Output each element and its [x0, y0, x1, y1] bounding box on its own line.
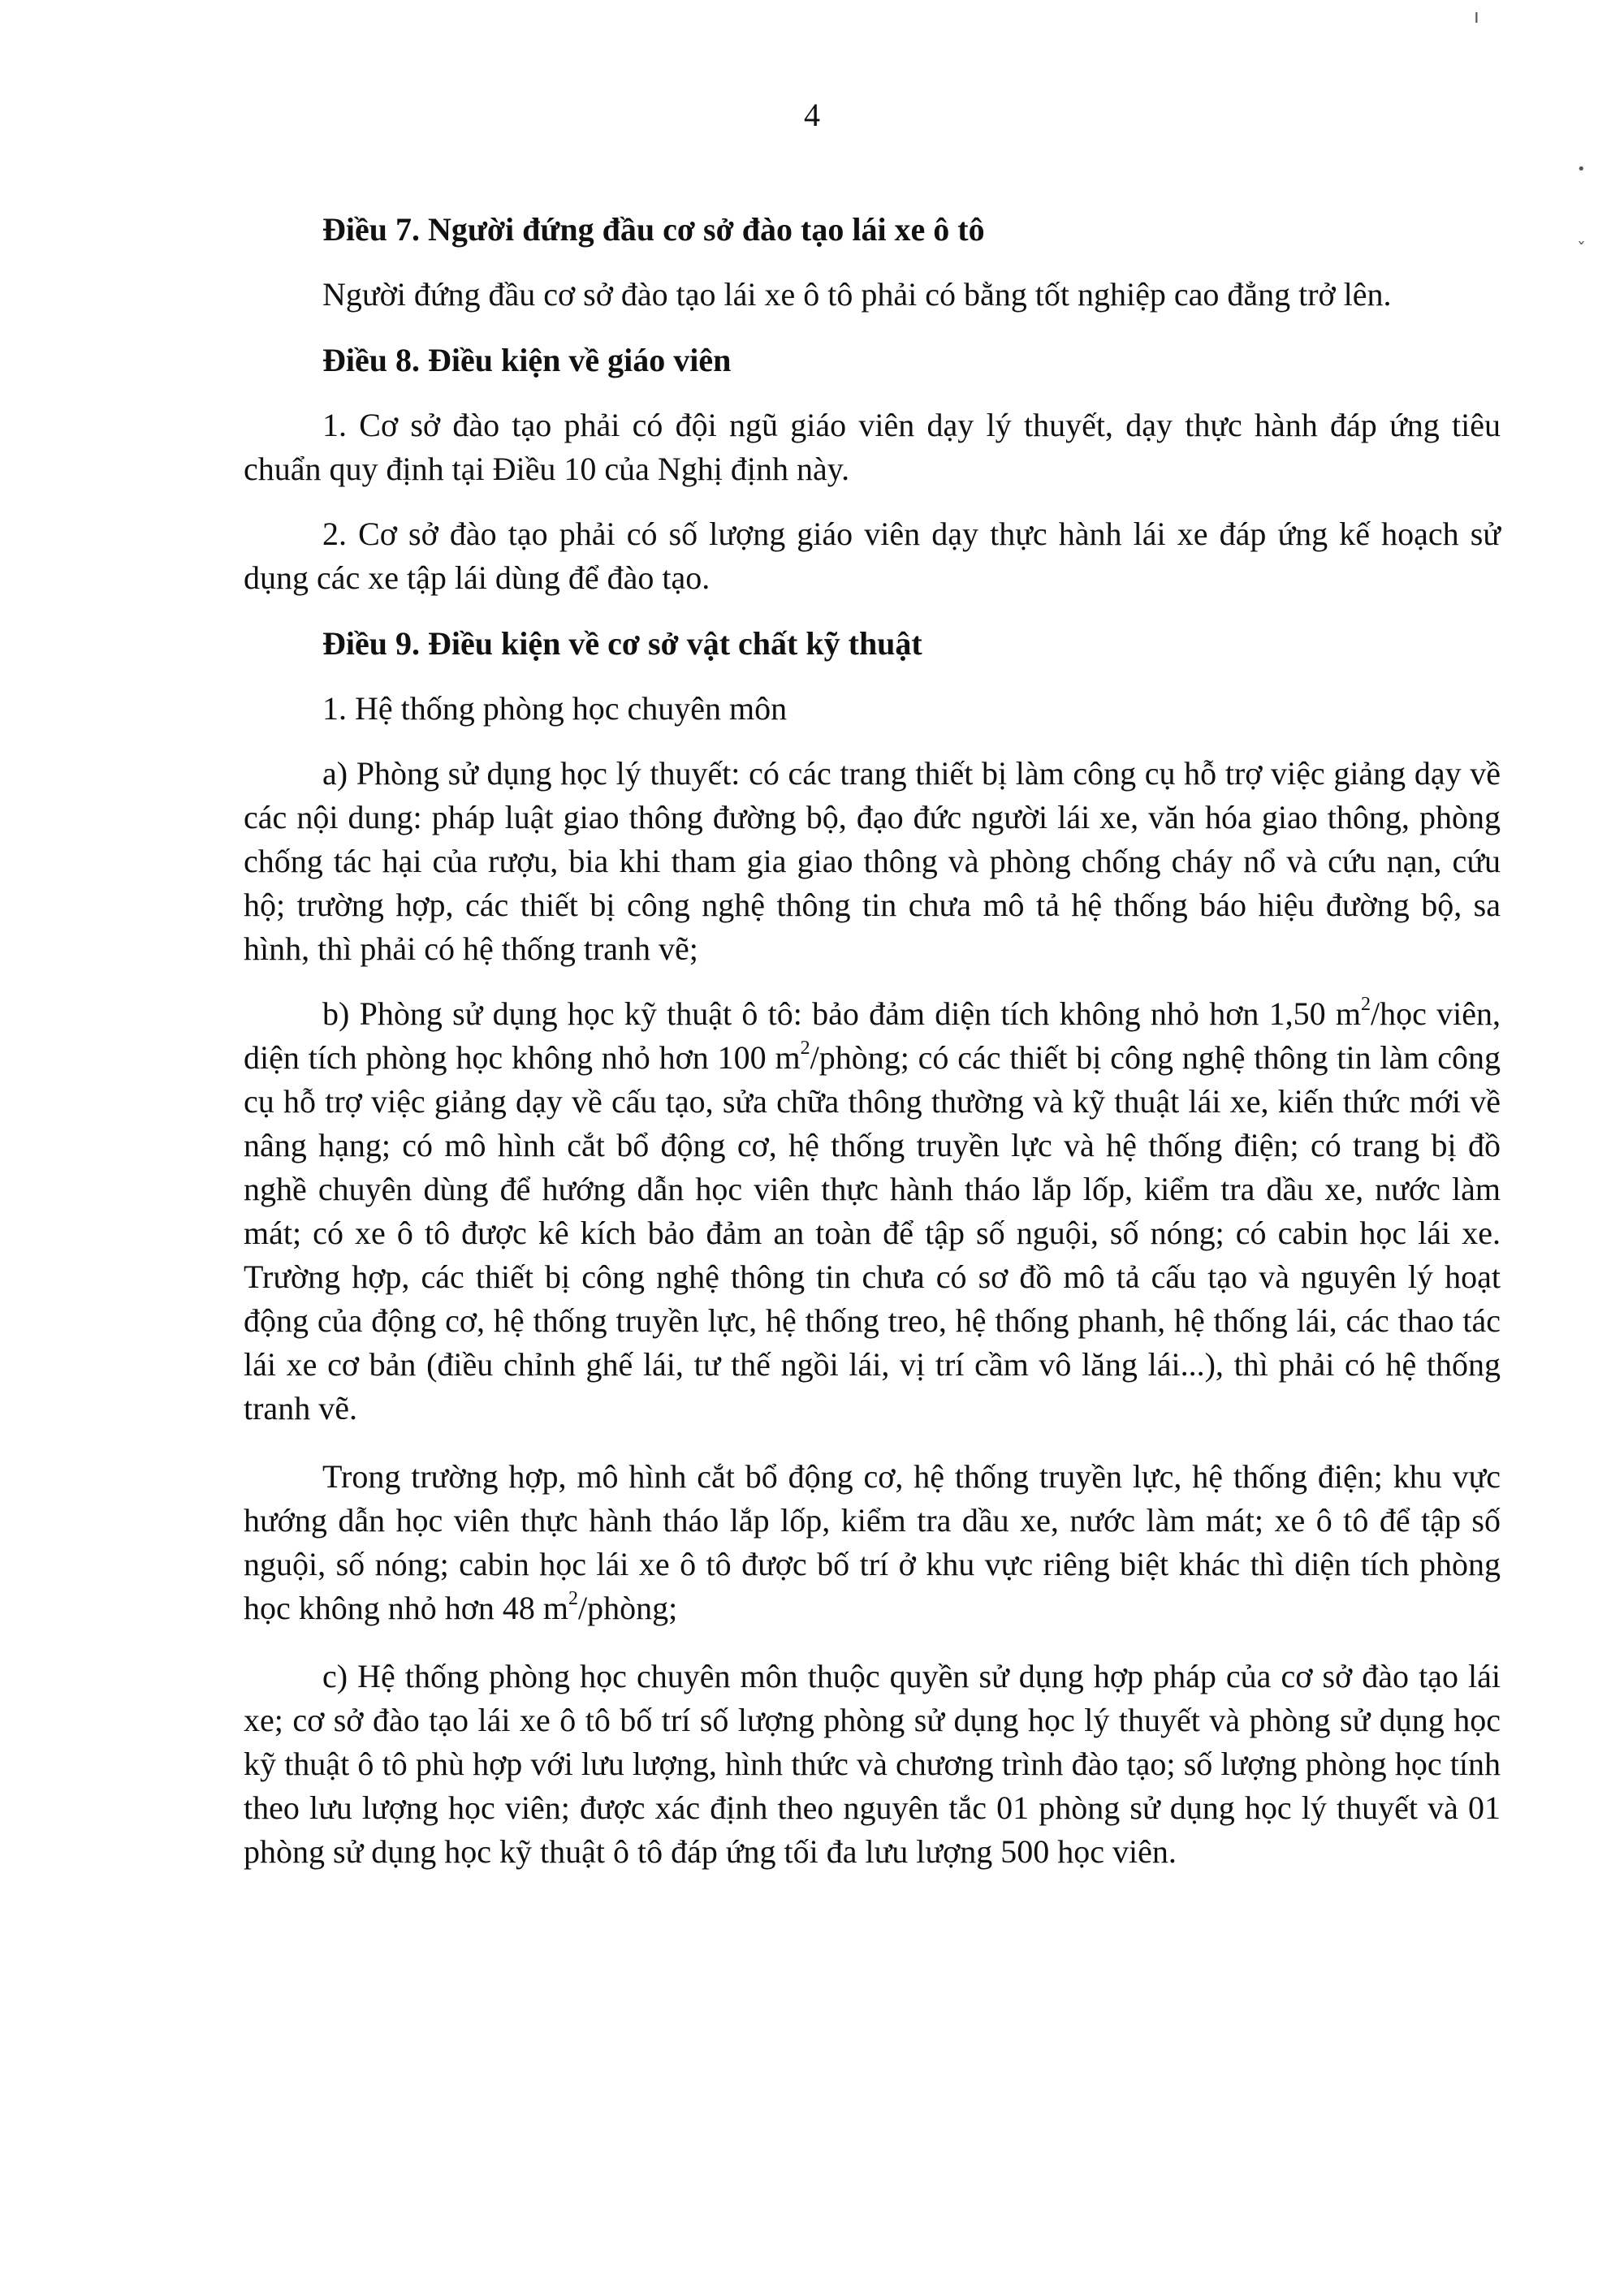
- article-8-clause-2: 2. Cơ sở đào tạo phải có số lượng giáo viên dạy thực hành lái xe đáp ứng kế hoạch sử dụng các xe tập lái dùng để đào tạo.: [244, 516, 1501, 596]
- page-number: 4: [804, 97, 820, 133]
- scan-mark: ı: [1474, 5, 1479, 28]
- superscript: 2: [568, 1587, 579, 1609]
- point-b-text-2: /học viên, diện tích phòng học không nhỏ hơn 100 m: [244, 995, 1501, 1076]
- superscript: 2: [800, 1037, 810, 1059]
- article-9-clause-1: 1. Hệ thống phòng học chuyên môn: [322, 690, 788, 727]
- case-text-2: /phòng;: [578, 1590, 678, 1626]
- article-9-case-paragraph: [244, 1455, 1501, 1630]
- article-9-point-c: c) Hệ thống phòng học chuyên môn thuộc quyền sử dụng hợp pháp của cơ sở đào tạo lái xe; cơ sở đào tạo lái xe ô tô bố trí số lượng phòng sử dụng học lý thuyết và phòng sử dụng học kỹ thuật ô tô phù hợp với lưu lượng, hình thức và chương trình đào tạo; số lượng phòng học tính theo lưu lượng học viên; được xác định theo nguyên tắc 01 phòng sử dụng học lý thuyết và 01 phòng sử dụng học kỹ thuật ô tô đáp ứng tối đa lưu lượng 500 học viên.: [244, 1658, 1501, 1870]
- document-body: [244, 207, 1501, 1874]
- article-9-heading: Điều 9. Điều kiện về cơ sở vật chất kỹ thuật: [322, 625, 922, 662]
- article-8-clause-1: 1. Cơ sở đào tạo phải có đội ngũ giáo viên dạy lý thuyết, dạy thực hành đáp ứng tiêu chuẩn quy định tại Điều 10 của Nghị định này.: [244, 407, 1501, 487]
- article-8-heading: Điều 8. Điều kiện về giáo viên: [322, 342, 732, 378]
- article-9-point-a: a) Phòng sử dụng học lý thuyết: có các trang thiết bị làm công cụ hỗ trợ việc giảng dạy về các nội dung: pháp luật giao thông đường bộ, đạo đức người lái xe, văn hóa giao thông, phòng chống tác hại của rượu, bia khi tham gia giao thông và phòng chống cháy nổ và cứu nạn, cứu hộ; trường hợp, các thiết bị công nghệ thông tin chưa mô tả hệ thống báo hiệu đường bộ, sa hình, thì phải có hệ thống tranh vẽ;: [244, 755, 1501, 967]
- article-7-paragraph: Người đứng đầu cơ sở đào tạo lái xe ô tô phải có bằng tốt nghiệp cao đẳng trở lên.: [322, 276, 1392, 313]
- point-b-text-1: b) Phòng sử dụng học kỹ thuật ô tô: bảo đảm diện tích không nhỏ hơn 1,50 m: [322, 995, 1361, 1032]
- scan-mark: •: [1577, 161, 1586, 178]
- case-text-1: Trong trường hợp, mô hình cắt bổ động cơ, hệ thống truyền lực, hệ thống điện; khu vực hướng dẫn học viên thực hành tháo lắp lốp, kiểm tra dầu xe, nước làm mát; xe ô tô để tập số nguội, số nóng; cabin học lái xe ô tô được bố trí ở khu vực riêng biệt khác thì diện tích phòng học không nhỏ hơn 48 m: [244, 1458, 1501, 1626]
- point-b-text-3: /phòng; có các thiết bị công nghệ thông tin làm công cụ hỗ trợ việc giảng dạy về cấu tạo, sửa chữa thông thường và kỹ thuật lái xe, kiến thức mới về nâng hạng; có mô hình cắt bổ động cơ, hệ thống truyền lực và hệ thống điện; có trang bị đồ nghề chuyên dùng để hướng dẫn học viên thực hành tháo lắp lốp, kiểm tra dầu xe, nước làm mát; có xe ô tô được kê kích bảo đảm an toàn để tập số nguội, số nóng; có cabin học lái xe. Trường hợp, các thiết bị công nghệ thông tin chưa có sơ đồ mô tả cấu tạo và nguyên lý hoạt động của động cơ, hệ thống truyền lực, hệ thống treo, hệ thống phanh, hệ thống lái, các thao tác lái xe cơ bản (điều chỉnh ghế lái, tư thế ngồi lái, vị trí cầm vô lăng lái...), thì phải có hệ thống tranh vẽ.: [244, 1039, 1501, 1427]
- superscript: 2: [1361, 993, 1371, 1015]
- scan-mark: ˇ: [1577, 240, 1586, 261]
- article-7-heading: Điều 7. Người đứng đầu cơ sở đào tạo lái xe ô tô: [322, 211, 985, 248]
- article-9-point-b: [244, 992, 1501, 1431]
